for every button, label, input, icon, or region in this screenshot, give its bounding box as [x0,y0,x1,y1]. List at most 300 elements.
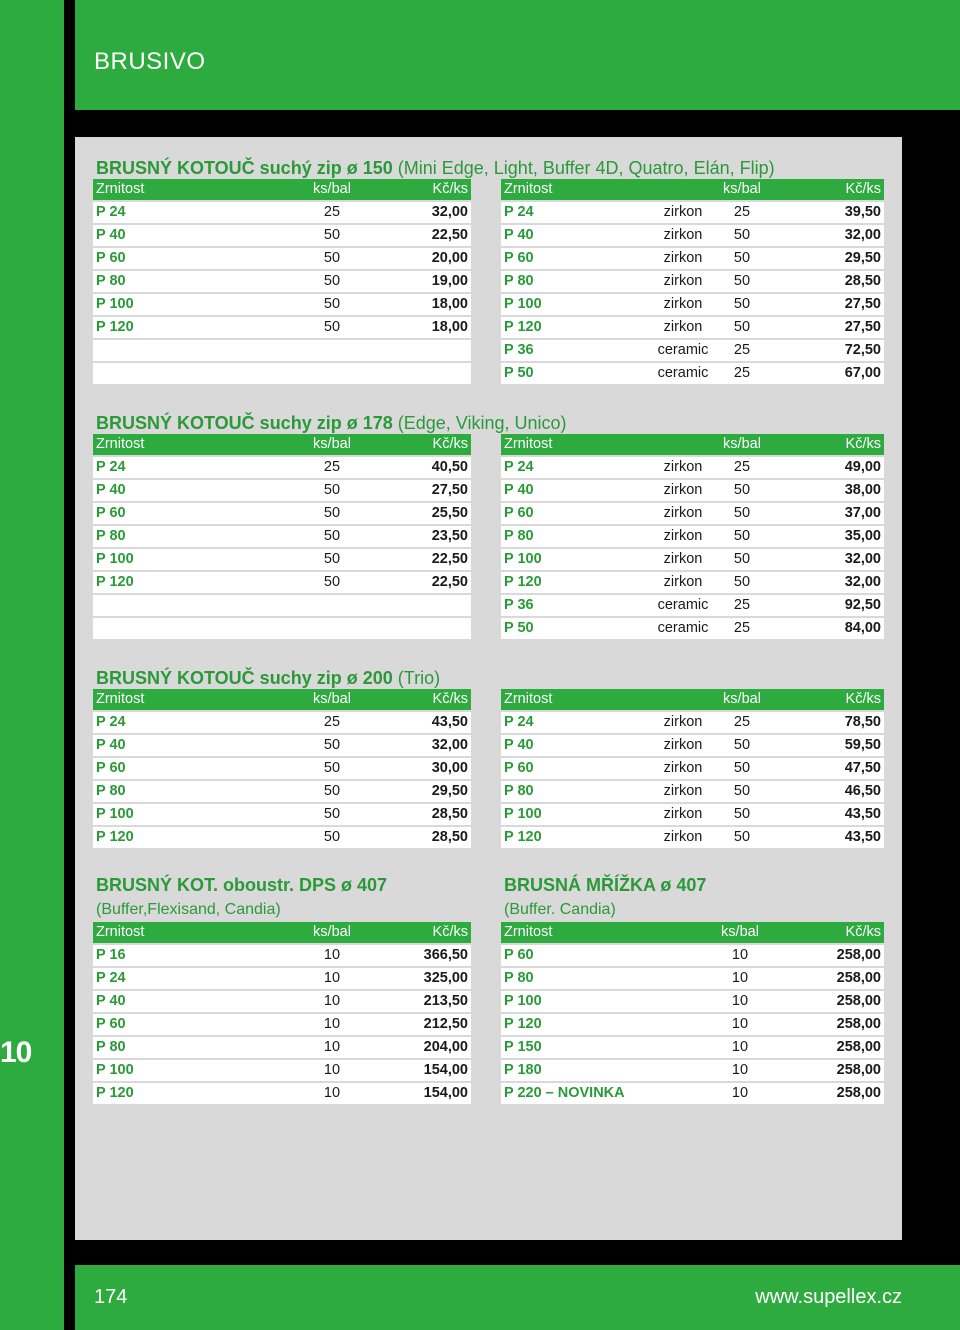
col-header-qty: ks/bal [723,181,761,197]
qty-cell: 25 [733,620,751,636]
price-cell: 43,50 [844,806,881,822]
grit-cell: P 120 [96,319,134,335]
qty-cell: 50 [323,319,341,335]
col-header-qty: ks/bal [723,691,761,707]
qty-cell: 10 [323,1085,341,1101]
qty-cell: 50 [323,574,341,590]
table-row [93,781,471,802]
abrasive-type-cell: ceramic [657,365,709,381]
table-row [501,712,884,733]
price-cell: 32,00 [431,737,468,753]
grit-cell: P 40 [96,482,126,498]
price-table [93,922,471,1106]
abrasive-type-cell: ceramic [657,620,709,636]
qty-cell: 10 [323,947,341,963]
table-header [501,434,884,455]
grit-cell: P 180 [504,1062,542,1078]
section-title-models: (Edge, Viking, Unico) [397,413,567,433]
price-cell: 23,50 [431,528,468,544]
price-cell: 32,00 [844,551,881,567]
price-cell: 35,00 [844,528,881,544]
qty-cell: 50 [323,505,341,521]
qty-cell: 25 [733,365,751,381]
qty-cell: 50 [323,227,341,243]
price-cell: 212,50 [423,1016,468,1032]
grit-cell: P 100 [96,1062,134,1078]
price-cell: 18,00 [431,319,468,335]
price-cell: 29,50 [431,783,468,799]
abrasive-type-cell: zirkon [663,505,703,521]
table-row [501,595,884,616]
table-row [501,340,884,361]
price-cell: 27,50 [844,319,881,335]
grit-cell: P 60 [504,250,534,266]
grit-cell: P 40 [504,227,534,243]
grit-cell: P 120 [504,574,542,590]
table-header [501,922,884,943]
table-row [93,1060,471,1081]
qty-cell: 10 [323,1016,341,1032]
qty-cell: 25 [733,714,751,730]
abrasive-type-cell: zirkon [663,714,703,730]
qty-cell: 10 [731,993,749,1009]
header-band [75,0,960,110]
empty-row [93,595,471,616]
grit-cell: P 120 [96,1085,134,1101]
col-header-price: Kč/ks [845,691,881,707]
price-cell: 59,50 [844,737,881,753]
qty-cell: 10 [323,1062,341,1078]
website-link[interactable]: www.supellex.cz [755,1286,902,1308]
col-header-grit: Zrnitost [504,181,553,197]
table-row [501,248,884,269]
col-header-price: Kč/ks [432,181,468,197]
grit-cell: P 100 [96,551,134,567]
qty-cell: 50 [323,737,341,753]
price-cell: 18,00 [431,296,468,312]
grit-cell: P 120 [96,574,134,590]
qty-cell: 25 [733,459,751,475]
qty-cell: 25 [323,459,341,475]
price-cell: 258,00 [836,993,881,1009]
price-cell: 258,00 [836,1016,881,1032]
price-cell: 84,00 [844,620,881,636]
price-cell: 43,50 [844,829,881,845]
table-row [501,480,884,501]
price-cell: 27,50 [844,296,881,312]
grit-cell: P 80 [504,528,534,544]
table-row [501,363,884,384]
qty-cell: 50 [733,760,751,776]
grit-cell: P 120 [504,1016,542,1032]
qty-cell: 25 [733,597,751,613]
price-cell: 22,50 [431,551,468,567]
qty-cell: 50 [733,737,751,753]
table-row [501,526,884,547]
table-row [501,1037,884,1058]
grit-cell: P 24 [96,459,126,475]
chapter-number: 10 [0,1036,32,1069]
price-table [501,434,884,641]
col-header-qty: ks/bal [313,924,351,940]
section-title-bold: BRUSNÝ KOT. oboustr. DPS ø 407 [96,875,388,895]
table-row [93,1083,471,1104]
qty-cell: 50 [323,482,341,498]
empty-row [93,363,471,384]
price-cell: 258,00 [836,1039,881,1055]
grit-cell: P 100 [504,551,542,567]
qty-cell: 50 [733,296,751,312]
table-row [93,549,471,570]
grit-cell: P 24 [96,970,126,986]
col-header-price: Kč/ks [432,436,468,452]
grit-cell: P 80 [504,970,534,986]
price-cell: 366,50 [423,947,468,963]
grit-cell: P 40 [96,993,126,1009]
price-cell: 258,00 [836,947,881,963]
price-cell: 32,00 [844,574,881,590]
table-row [501,968,884,989]
table-row [501,781,884,802]
price-table [93,179,471,386]
section-subtitle: (Buffer. Candia) [504,901,616,918]
abrasive-type-cell: zirkon [663,482,703,498]
qty-cell: 10 [323,993,341,1009]
table-row [93,758,471,779]
grit-cell: P 60 [504,505,534,521]
abrasive-type-cell: zirkon [663,760,703,776]
qty-cell: 50 [323,551,341,567]
abrasive-type-cell: zirkon [663,806,703,822]
grit-cell: P 16 [96,947,126,963]
price-cell: 67,00 [844,365,881,381]
grit-cell: P 24 [96,204,126,220]
section-title [96,667,440,689]
grit-cell: P 80 [96,783,126,799]
table-row [93,225,471,246]
price-cell: 32,00 [844,227,881,243]
section-subtitle: (Buffer,Flexisand, Candia) [96,901,281,918]
grit-cell: P 40 [96,737,126,753]
section-title-models: (Trio) [397,668,441,688]
col-header-grit: Zrnitost [504,924,553,940]
grit-cell: P 120 [96,829,134,845]
col-header-grit: Zrnitost [96,436,145,452]
table-row [93,503,471,524]
grit-cell: P 24 [96,714,126,730]
table-row [501,202,884,223]
grit-cell: P 40 [504,482,534,498]
table-row [93,712,471,733]
table-row [501,457,884,478]
qty-cell: 50 [733,551,751,567]
section-title-bold: BRUSNÝ KOTOUČ suchy zip ø 178 [96,413,393,433]
table-header [93,434,471,455]
abrasive-type-cell: zirkon [663,204,703,220]
table-row [501,618,884,639]
grit-cell: P 100 [504,296,542,312]
grit-cell: P 220 – NOVINKA [504,1085,625,1101]
price-cell: 258,00 [836,970,881,986]
table-header [93,689,471,710]
qty-cell: 10 [731,1085,749,1101]
table-row [93,991,471,1012]
price-cell: 154,00 [423,1062,468,1078]
section-title [96,412,567,434]
table-row [501,827,884,848]
qty-cell: 10 [731,970,749,986]
qty-cell: 50 [323,783,341,799]
table-row [501,991,884,1012]
abrasive-type-cell: zirkon [663,296,703,312]
table-row [93,202,471,223]
abrasive-type-cell: zirkon [663,783,703,799]
col-header-qty: ks/bal [313,436,351,452]
grit-cell: P 80 [504,273,534,289]
grit-cell: P 60 [96,505,126,521]
qty-cell: 10 [731,1062,749,1078]
grit-cell: P 120 [504,829,542,845]
qty-cell: 50 [733,829,751,845]
table-row [93,317,471,338]
qty-cell: 10 [323,1039,341,1055]
abrasive-type-cell: zirkon [663,551,703,567]
abrasive-type-cell: zirkon [663,528,703,544]
price-cell: 213,50 [423,993,468,1009]
grit-cell: P 100 [96,806,134,822]
table-header [93,922,471,943]
qty-cell: 25 [323,714,341,730]
table-row [93,526,471,547]
qty-cell: 10 [323,970,341,986]
qty-cell: 50 [733,250,751,266]
price-cell: 258,00 [836,1062,881,1078]
grit-cell: P 60 [96,1016,126,1032]
price-cell: 28,50 [844,273,881,289]
empty-row [93,618,471,639]
price-cell: 204,00 [423,1039,468,1055]
empty-row [93,340,471,361]
table-row [501,271,884,292]
abrasive-type-cell: zirkon [663,273,703,289]
col-header-price: Kč/ks [845,436,881,452]
price-cell: 32,00 [431,204,468,220]
price-cell: 29,50 [844,250,881,266]
grit-cell: P 150 [504,1039,542,1055]
grit-cell: P 60 [96,760,126,776]
abrasive-type-cell: zirkon [663,737,703,753]
grit-cell: P 60 [96,250,126,266]
section-title [96,157,775,179]
table-row [501,549,884,570]
section-title-bold: BRUSNÝ KOTOUČ suchy zip ø 200 [96,668,393,688]
qty-cell: 10 [731,1016,749,1032]
qty-cell: 50 [323,528,341,544]
table-row [93,572,471,593]
grit-cell: P 80 [96,528,126,544]
price-cell: 258,00 [836,1085,881,1101]
col-header-qty: ks/bal [723,436,761,452]
abrasive-type-cell: zirkon [663,829,703,845]
price-cell: 30,00 [431,760,468,776]
price-cell: 72,50 [844,342,881,358]
price-cell: 92,50 [844,597,881,613]
col-header-price: Kč/ks [845,924,881,940]
abrasive-type-cell: zirkon [663,574,703,590]
side-strip [0,0,64,1330]
table-row [501,294,884,315]
grit-cell: P 36 [504,342,534,358]
qty-cell: 50 [733,528,751,544]
page-number: 174 [94,1286,128,1308]
qty-cell: 50 [323,806,341,822]
table-row [93,248,471,269]
col-header-grit: Zrnitost [96,924,145,940]
grit-cell: P 36 [504,597,534,613]
qty-cell: 50 [733,574,751,590]
qty-cell: 50 [733,273,751,289]
grit-cell: P 24 [504,204,534,220]
table-row [93,294,471,315]
grit-cell: P 80 [96,1039,126,1055]
price-cell: 325,00 [423,970,468,986]
section-title-bold: BRUSNÝ KOTOUČ suchý zip ø 150 [96,158,393,178]
table-row [93,804,471,825]
grit-cell: P 50 [504,365,534,381]
table-header [93,179,471,200]
section-title-bold: BRUSNÁ MŘÍŽKA ø 407 [504,875,707,895]
price-table [501,179,884,386]
table-row [93,480,471,501]
table-row [501,572,884,593]
table-row [93,1014,471,1035]
price-cell: 22,50 [431,574,468,590]
price-cell: 43,50 [431,714,468,730]
price-cell: 49,00 [844,459,881,475]
col-header-qty: ks/bal [313,691,351,707]
table-row [93,735,471,756]
price-cell: 20,00 [431,250,468,266]
price-table [93,689,471,850]
price-cell: 46,50 [844,783,881,799]
price-cell: 78,50 [844,714,881,730]
grit-cell: P 50 [504,620,534,636]
table-row [93,271,471,292]
table-row [501,735,884,756]
price-cell: 40,50 [431,459,468,475]
section-title [504,874,706,896]
grit-cell: P 24 [504,714,534,730]
grit-cell: P 40 [504,737,534,753]
col-header-price: Kč/ks [432,691,468,707]
qty-cell: 50 [323,273,341,289]
abrasive-type-cell: zirkon [663,459,703,475]
grit-cell: P 80 [96,273,126,289]
qty-cell: 50 [323,296,341,312]
qty-cell: 50 [323,250,341,266]
price-table [501,922,884,1106]
col-header-grit: Zrnitost [504,691,553,707]
abrasive-type-cell: ceramic [657,342,709,358]
table-row [501,503,884,524]
grit-cell: P 60 [504,760,534,776]
grit-cell: P 100 [504,806,542,822]
table-row [501,1014,884,1035]
table-header [501,689,884,710]
grit-cell: P 60 [504,947,534,963]
table-row [501,225,884,246]
qty-cell: 25 [323,204,341,220]
grit-cell: P 40 [96,227,126,243]
grit-cell: P 80 [504,783,534,799]
grit-cell: P 120 [504,319,542,335]
col-header-qty: ks/bal [721,924,759,940]
grit-cell: P 100 [504,993,542,1009]
col-header-grit: Zrnitost [96,181,145,197]
qty-cell: 25 [733,342,751,358]
table-row [501,758,884,779]
table-row [93,945,471,966]
qty-cell: 50 [733,783,751,799]
abrasive-type-cell: ceramic [657,597,709,613]
price-cell: 28,50 [431,806,468,822]
price-cell: 154,00 [423,1085,468,1101]
qty-cell: 50 [733,505,751,521]
table-row [93,1037,471,1058]
abrasive-type-cell: zirkon [663,319,703,335]
qty-cell: 10 [731,1039,749,1055]
price-table [501,689,884,850]
col-header-grit: Zrnitost [96,691,145,707]
col-header-price: Kč/ks [432,924,468,940]
page-title: BRUSIVO [94,48,206,75]
section-title [96,874,387,896]
table-row [93,827,471,848]
price-cell: 19,00 [431,273,468,289]
price-cell: 28,50 [431,829,468,845]
table-header [501,179,884,200]
table-row [501,1060,884,1081]
table-row [501,1083,884,1104]
col-header-price: Kč/ks [845,181,881,197]
price-cell: 39,50 [844,204,881,220]
grit-cell: P 24 [504,459,534,475]
qty-cell: 50 [733,227,751,243]
col-header-qty: ks/bal [313,181,351,197]
price-cell: 37,00 [844,505,881,521]
col-header-grit: Zrnitost [504,436,553,452]
grit-cell: P 100 [96,296,134,312]
price-cell: 38,00 [844,482,881,498]
qty-cell: 50 [733,806,751,822]
qty-cell: 25 [733,204,751,220]
abrasive-type-cell: zirkon [663,227,703,243]
table-row [93,968,471,989]
abrasive-type-cell: zirkon [663,250,703,266]
price-cell: 22,50 [431,227,468,243]
section-title-models: (Mini Edge, Light, Buffer 4D, Quatro, Elán, Flip) [397,158,775,178]
qty-cell: 50 [733,319,751,335]
table-row [501,945,884,966]
qty-cell: 50 [323,829,341,845]
table-row [93,457,471,478]
qty-cell: 50 [733,482,751,498]
price-cell: 25,50 [431,505,468,521]
qty-cell: 10 [731,947,749,963]
qty-cell: 50 [323,760,341,776]
table-row [501,804,884,825]
table-row [501,317,884,338]
